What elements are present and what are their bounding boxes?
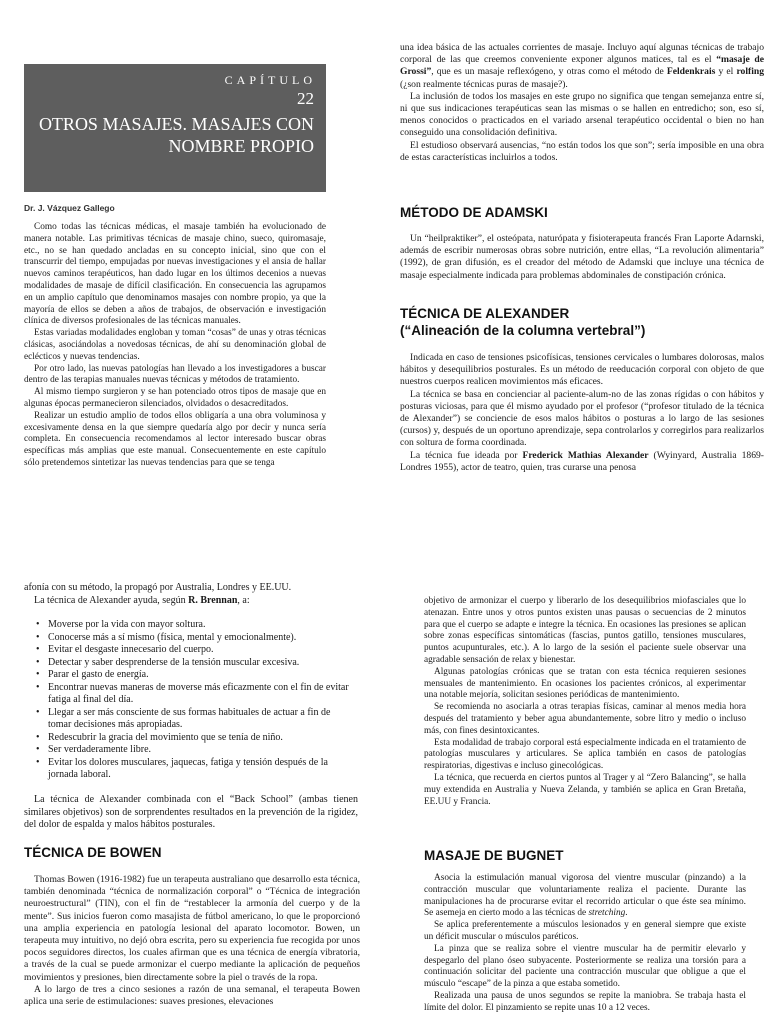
paragraph <box>24 595 346 608</box>
italic-text: stretching <box>588 908 626 919</box>
bowen-heading: TÉCNICA DE BOWEN <box>24 845 162 860</box>
list-item <box>34 632 352 645</box>
bullet-marker: • <box>36 644 40 655</box>
list-item-text: Evitar los dolores musculares, jaquecas, fatiga y tensión después de la jornada laboral. <box>48 756 328 780</box>
paragraph: objetivo de armonizar el cuerpo y liberarlo de los desequilibrios miofasciales que lo atenazan. Entre unos y otros puntos existen unas pausas o secuencias de 2 minutos para que el cuerpo se adapte e integre la técnica. En ocasiones las presiones se aplican sobre zonas específicas sintomáticas (fascias, puntos gatillo, tensiones musculares, puntos acupunturales, etc.). A lo largo de la sesión el paciente suele observar una agradable sensación de relax y bienestar. <box>424 596 746 665</box>
paragraph: La técnica de Alexander combinada con el “Back School” (ambas tienen similares objetivos) son de sorprendentes resultados en la prevención de la rigidez, del dolor de espalda y malos hábitos posturales. <box>24 794 358 830</box>
intro-section <box>24 222 326 470</box>
bold-text: rolfing <box>736 66 765 78</box>
paragraph: afonía con su método, la propagó por Australia, Londres y EE.UU. <box>24 582 292 593</box>
bullet-marker: • <box>36 706 40 718</box>
intro-paragraph: Estas variadas modalidades engloban y toman “cosas” de unas y otras técnicas clásicas, asociándolas a novedosas técnicas, de ahí su denominación global de eclécticos y nuevas tendencias. <box>24 328 326 362</box>
paragraph: Thomas Bowen (1916-1982) fue un terapeuta australiano que desarrollo esta técnica, también denominada “técnica de normalización corporal” o “Técnica de integración neuroestructural” (TIN), con el fin de “restablecer la armonía del cuerpo y de la mente”. Sus inicios fueron como masajista de fútbol americano, lo que le proporcionó una amplia experiencia en patología lesional del aparato locomotor. Bowen, un terapeuta muy intuitivo, no dejó obra escrita, pero su experiencia fue recogida por unos pocos seguidores directos, los cuales afirman que es una técnica de energía vibratoria, a través de la cual se puede armonizar el cuerpo mediante la aplicación de pequeños movimientos y presiones, bien directamente sobre la piel o través de la ropa. <box>24 874 360 983</box>
alexander-section <box>400 352 764 474</box>
list-item <box>34 732 352 745</box>
paragraph <box>424 873 746 920</box>
adamski-section <box>400 233 764 282</box>
text: (Wyinyard, Australia 1869-Londres 1955), actor de teatro, quien, tras curarse una penosa <box>400 449 765 473</box>
text: y el <box>715 66 737 78</box>
list-item-text: Encontrar nuevas maneras de moverse más eficazmente con el fin de evitar fatiga al final del día. <box>48 681 349 705</box>
paragraph: Realizada una pausa de unos segundos se repite la maniobra. Se trabaja hasta el límite del dolor. El pinzamiento se repite unas 10 a 12 veces. <box>424 990 746 1013</box>
bowen-section <box>24 874 360 1008</box>
list-item-text: Redescubrir la gracia del movimiento que se tenía de niño. <box>48 731 283 743</box>
text: una idea básica de las actuales corrientes de masaje. Incluyo aquí algunas técnicas de trabajo corporal de las que creemos conveniente exponer algunos matices, tal es el <box>400 42 764 66</box>
bowen-continued <box>424 596 746 808</box>
bold-text: Feldenkrais <box>666 66 716 78</box>
list-item-text: Evitar el desgaste innecesario del cuerpo. <box>48 644 214 655</box>
alexander-heading: TÉCNICA DE ALEXANDER <box>400 306 570 321</box>
list-item <box>34 644 352 657</box>
bold-text: “masaje de Grossi” <box>400 54 764 78</box>
paragraph: Se recomienda no asociarla a otras terapias físicas, caminar al menos media hora después del tratamiento y beber agua abundantemente, sobre litro y medio o incluso más, con fines desintoxicantes. <box>424 702 746 736</box>
intro-paragraph: Realizar un estudio amplio de todos ellos obligaría a una obra voluminosa y excesivamente densa en la que siempre quedaría algo por decir y nunca sería completa. En consecuencia recomendamos al lector interesado buscar obras específicas más amplias que este manual. Consecuentemente en este capítulo sólo pretendemos sintetizar las nuevas tendencias para que se tenga <box>24 410 326 468</box>
paragraph: Algunas patologías crónicas que se tratan con esta técnica requieren sesiones mensuales de mantenimiento. En ocasiones los pacientes crónicos, al experimentar una notable mejoría, solicitan sesiones periódicas de mantenimiento. <box>424 666 746 701</box>
paragraph: El estudioso observará ausencias, “no están todos los que son”; sería imposible en una obra de estas características incluirlos a todos. <box>400 139 764 163</box>
back-school-section <box>24 794 358 832</box>
alexander-subheading: (“Alineación de la columna vertebral”) <box>400 323 646 338</box>
paragraph: Se aplica preferentemente a músculos lesionados y en general siempre que existe un déficit muscular o músculos paréticos. <box>424 920 746 942</box>
text: , que es un masaje reflexógeno, y otras como el método de <box>431 66 667 78</box>
paragraph: La pinza que se realiza sobre el vientre muscular ha de permitir elevarlo y despegarlo del plano óseo subyacente. Posteriormente se realiza una torsión para a continuación solicitar del paciente una contracción muscular que obligue a que el músculo “escape” de la pinza a que estaba sometido. <box>424 943 746 990</box>
intro-paragraph: Al mismo tiempo surgieron y se han potenciado otros tipos de masaje que en algunas épocas permanecieron silenciados, olvidados o desacreditados. <box>24 387 326 409</box>
bugnet-heading: MASAJE DE BUGNET <box>424 848 564 863</box>
bullet-marker: • <box>36 744 40 755</box>
list-item-text: Parar el gasto de energía. <box>48 669 149 680</box>
bullet-marker: • <box>36 631 40 643</box>
chapter-label: CAPÍTULO <box>224 73 316 87</box>
author-name: Dr. J. Vázquez Gallego <box>24 203 115 213</box>
paragraph: Esta modalidad de trabajo corporal está especialmente indicada en el tratamiento de patologías musculares y articulares. Se aplica también en casos de patologías respiratorias, digestivas e incluso ginecológicas. <box>424 737 746 772</box>
bugnet-section <box>424 873 746 1015</box>
paragraph: La técnica, que recuerda en ciertos puntos al Trager y al “Zero Balancing”, se halla muy extendida en Australia y Nueva Zelanda, y también se aplica en Gran Bretaña, EE.UU y Francia. <box>424 772 746 807</box>
bullet-marker: • <box>36 731 40 743</box>
paragraph <box>400 450 764 474</box>
text: La técnica de Alexander ayuda, según <box>34 594 189 606</box>
list-item-text: Detectar y saber desprenderse de la tensión muscular excesiva. <box>48 656 300 668</box>
list-item <box>34 619 352 632</box>
benefits-list <box>34 619 352 782</box>
text: , a: <box>237 594 250 606</box>
bullet-marker: • <box>36 619 40 630</box>
list-item-text: Conocerse más a sí mismo (física, mental y emocionalmente). <box>48 631 297 643</box>
bullet-marker: • <box>36 681 40 693</box>
list-item <box>34 757 352 782</box>
alexander-continued <box>24 582 346 607</box>
paragraph: Un “heilpraktiker”, el osteópata, naturópata y fisioterapeuta francés Fran Laporte Adarnski, además de escribir numerosas obras sobre nutrición, entre ellas, “La revolución alimentaria” (1992), de gran difusión, es el creador del método de Adamski que incluye una técnica de masaje especialmente indicada para problemas abdominales de constipación crónica. <box>400 233 764 281</box>
right-top-section <box>400 42 764 164</box>
list-item-text: Moverse por la vida con mayor soltura. <box>48 619 206 630</box>
chapter-number: 22 <box>297 89 314 108</box>
chapter-header-box <box>24 64 326 192</box>
list-item-text: Llegar a ser más consciente de sus formas habituales de actuar a fin de tomar decisiones más apropiadas. <box>48 706 331 730</box>
text: (¿son realmente técnicas puras de masaje?). <box>400 78 568 90</box>
text: La técnica fue ideada por <box>410 449 523 461</box>
bullet-marker: • <box>36 669 40 680</box>
adamski-heading: MÉTODO DE ADAMSKI <box>400 205 548 220</box>
intro-paragraph: Por otro lado, las nuevas patologías han llevado a los investigadores a buscar dentro de las terapias manuales nuevas técnicas y métodos de tratamiento. <box>24 363 326 386</box>
chapter-title: OTROS MASAJES. MASAJES CON NOMBRE PROPIO <box>38 114 314 156</box>
list-item <box>34 669 352 682</box>
bullet-marker: • <box>36 756 40 768</box>
text: . <box>625 908 628 919</box>
paragraph: A lo largo de tres a cinco sesiones a razón de una semanal, el terapeuta Bowen aplica una serie de estimulaciones: suaves presiones, elevaciones <box>24 983 360 1008</box>
bold-text: Frederick Mathias Alexander <box>522 449 649 461</box>
list-item <box>34 682 352 707</box>
paragraph: La inclusión de todos los masajes en este grupo no significa que tengan semejanza entre sí, ni que sus indicaciones terapéuticas sean las mismas o se hallen en entredicho; son, eso sí, menos conocidos o practicados en el variado arsenal terapéutico occidental o bien no han conseguido una consolidación definitiva. <box>400 90 764 139</box>
list-item <box>34 657 352 670</box>
text: Asocia la estimulación manual vigorosa del vientre muscular (pinzando) a la contracción muscular que voluntariamente realiza el paciente. Durante las manipulaciones ha de procurarse evitar el recorrido articular o que éste sea mínimo. Se asemeja en cierto modo a las técnicas de <box>424 873 746 919</box>
list-item-text: Ser verdaderamente libre. <box>48 744 152 755</box>
list-item <box>34 707 352 732</box>
intro-paragraph: Como todas las técnicas médicas, el masaje también ha evolucionado de manera notable. Las primitivas técnicas de masaje chino, sueco, quiromasaje, etc., no se han quedado ancladas en su concepto inicial, sino que con el transcurrir del tiempo, empujadas por nuevas investigaciones y el ansia de hallar nuevos caminos terapéuticos, han dado lugar en los últimos decenios a nuevas modalidades de masaje de difícil clasificación. En consecuencia las agrupamos en un amplio capítulo que denominamos masajes con nombre propio, ya que la mayoría de ellos se deben a años de trabajos, de observación e investigación clínica de diversos profesionales de las técnicas manuales. <box>24 222 326 327</box>
bold-text: R. Brennan <box>188 594 238 606</box>
bullet-marker: • <box>36 656 40 668</box>
paragraph <box>400 42 764 91</box>
paragraph: La técnica se basa en concienciar al paciente-alum-no de las zonas rígidas o con hábitos y posturas viciosas, para que él mismo ayudado por el profesor (“profesor titulado de la técnica de Alexander”) se conciencie de esos malos hábitos o posturas a lo largo de las sesiones (cursos) y, después de un oportuno aprendizaje, sepa controlarlos y corregirlos para realizarlos con soltura de forma coordinada. <box>400 388 764 449</box>
paragraph: Indicada en caso de tensiones psicofísicas, tensiones cervicales o lumbares dolorosas, malos hábitos y desequilibrios posturales. Es un método de reeducación corporal con objeto de que nuestros cuerpos realicen movimientos más eficaces. <box>400 352 764 388</box>
list-item <box>34 744 352 757</box>
